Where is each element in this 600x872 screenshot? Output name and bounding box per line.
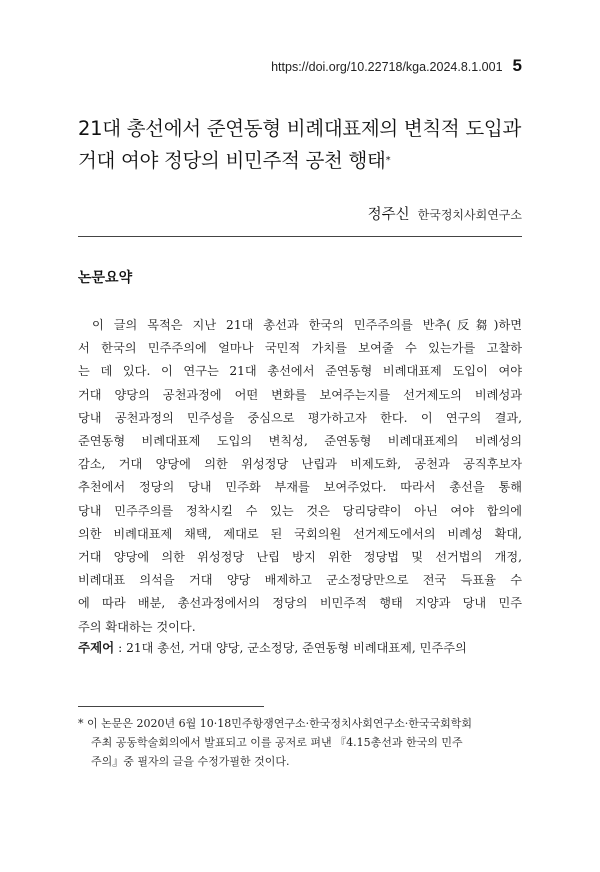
title-divider — [78, 236, 522, 237]
abstract-line: 감소, 거대 양당에 의한 위성정당 난립과 비제도화, 공천과 공직후보자 — [78, 457, 522, 472]
abstract-line: 서 한국의 민주주의에 얼마나 국민적 가치를 보여줄 수 있는가를 고찰하 — [78, 341, 522, 356]
abstract-line: 거대 양당의 공천과정에 어떤 변화를 보여주는지를 선거제도의 비례성과 — [78, 387, 522, 402]
abstract-line: 비례대표 의석을 거대 양당 배제하고 군소정당만으로 전국 득표율 수 — [78, 573, 522, 588]
abstract-line: 추천에서 정당의 당내 민주화 부재를 보여주었다. 따라서 총선을 통해 — [78, 480, 522, 495]
abstract-line: 거대 양당에 의한 위성정당 난립 방지 위한 정당법 및 선거법의 개정, — [78, 550, 522, 565]
abstract-line: 이 글의 목적은 지난 21대 총선과 한국의 민주주의를 반추(反芻)하면 — [92, 318, 522, 332]
title-line-2 — [78, 145, 538, 177]
abstract-line: 당내 공천과정의 민주성을 중심으로 평가하고자 한다. 이 연구의 결과, — [78, 410, 522, 425]
abstract-heading: 논문요약 — [78, 270, 133, 286]
keywords — [78, 638, 522, 656]
abstract-body — [78, 314, 522, 639]
page-number: 5 — [512, 56, 522, 75]
doi-link[interactable]: https://doi.org/10.22718/kga.2024.8.1.001 — [271, 60, 503, 74]
abstract-line: 의한 비례대표제 채택, 제대로 된 국회의원 선거제도에서의 비례성 확대, — [78, 526, 522, 541]
footnote-line: 주최 공동학술회의에서 발표되고 이를 공저로 펴낸 『4.15총선과 한국의 민주 — [91, 736, 463, 749]
abstract-line: 에 따라 배분, 총선과정에서의 정당의 비민주적 행태 지양과 당내 민주 — [78, 596, 522, 611]
keywords-label: 주제어 — [78, 640, 115, 655]
abstract-line: 는 데 있다. 이 연구는 21대 총선에서 준연동형 비례대표제 도입이 여야 — [78, 364, 522, 379]
footnote-line — [78, 714, 522, 733]
abstract-line: 주의 확대하는 것이다. — [78, 619, 196, 634]
page-header — [271, 56, 522, 76]
author-name: 정주신 — [367, 207, 410, 223]
keywords-separator: : — [114, 641, 127, 655]
footnote-divider — [78, 706, 264, 707]
footnote-line-text: 이 논문은 2020년 6월 10·18민주항쟁연구소·한국정치사회연구소·한국국회학회 — [87, 717, 472, 730]
footnote — [78, 714, 522, 771]
footnote-marker: * — [78, 717, 84, 730]
title-line-2-text: 거대 여야 정당의 비민주적 공천 행태 — [78, 149, 386, 172]
author-block — [368, 203, 522, 224]
footnote-line: 주의』중 필자의 글을 수정가필한 것이다. — [91, 755, 290, 768]
keywords-text: 21대 총선, 거대 양당, 군소정당, 준연동형 비례대표제, 민주주의 — [126, 641, 467, 655]
author-affiliation: 한국정치사회연구소 — [417, 208, 522, 222]
title-line-1: 21대 총선에서 준연동형 비례대표제의 변칙적 도입과 — [78, 117, 521, 140]
title-footnote-marker[interactable]: * — [385, 155, 391, 166]
paper-title — [78, 113, 538, 177]
abstract-line: 준연동형 비례대표제 도입의 변칙성, 준연동형 비례대표제의 비례성의 — [78, 434, 522, 449]
abstract-line: 당내 민주주의를 정착시킬 수 있는 것은 당리당략이 아닌 여야 합의에 — [78, 503, 522, 518]
